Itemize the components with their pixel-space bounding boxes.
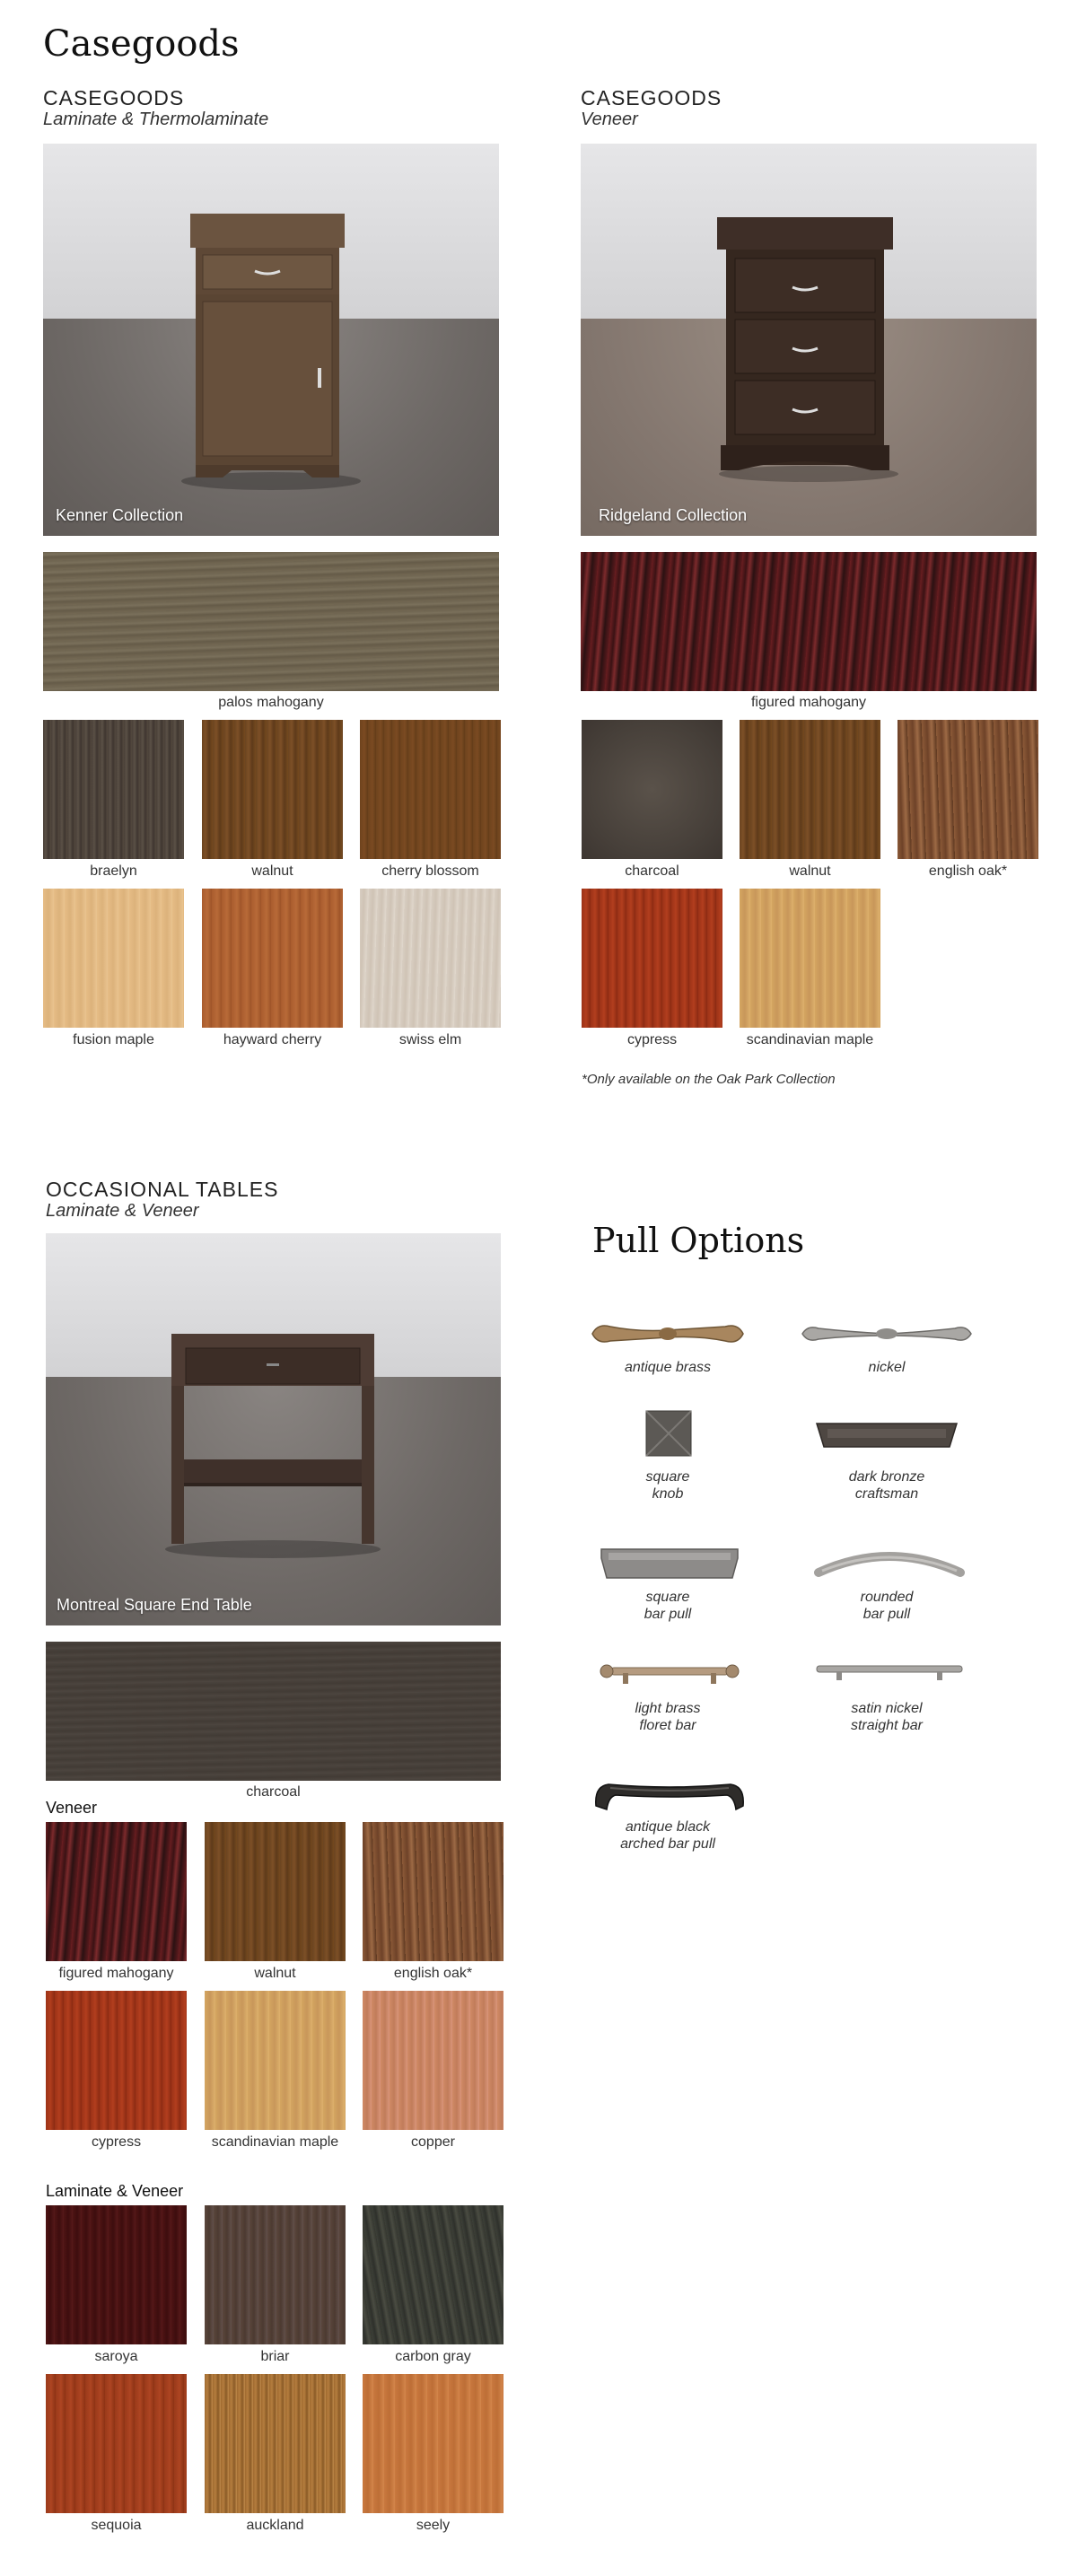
swatch-figured-mahogany [581,552,1037,691]
pull-label-line: bar pull [644,1607,692,1622]
swatch-label: english oak* [393,1966,473,1981]
pull-label [797,1700,976,1734]
pull-label [587,1589,749,1623]
swatch-sequoia [46,2374,187,2513]
swatch-label: seely [416,2518,451,2533]
swatch-briar [205,2205,346,2344]
occasional-caption: OCCASIONAL TABLES [46,1178,279,1201]
pull-options-title: Pull Options [592,1221,805,1260]
square-knob-icon [644,1409,693,1458]
antique-brass-pull-icon [587,1316,749,1352]
pull-label-line: arched bar pull [620,1836,715,1852]
pull-label-line: dark bronze [848,1469,925,1485]
swatch-walnut [202,720,343,859]
pull-label [797,1468,976,1503]
pull-label-line: square [645,1469,690,1485]
ridgeland-collection-photo [581,144,1037,536]
pull-label-line: floret bar [639,1718,696,1733]
swatch-label: charcoal [246,1784,301,1800]
pull-label-line: satin nickel [851,1701,923,1716]
swatch-walnut [205,1822,346,1961]
swatch-label: sequoia [91,2518,142,2533]
swatch-fusion-maple [43,889,184,1028]
swatch-charcoal [46,1642,501,1781]
laminate-caption: CASEGOODS [43,86,185,110]
pull-label-line: craftsman [854,1486,919,1502]
swatch-cypress [46,1991,187,2130]
dark-bronze-craftsman-pull-icon [815,1420,959,1450]
pull-label [797,1589,976,1623]
swatch-label: walnut [789,863,831,879]
montreal-end-table-label: Montreal Square End Table [57,1596,252,1614]
square-bar-pull-icon [598,1544,741,1583]
ridgeland-collection-label: Ridgeland Collection [599,506,748,524]
veneer-subcaption: Veneer [581,110,638,129]
swatch-label: figured mahogany [58,1966,174,1981]
pull-label [797,1359,976,1376]
page-title: Casegoods [43,23,240,65]
swatch-braelyn [43,720,184,859]
montreal-end-table-photo [46,1233,501,1625]
swatch-scandinavian-maple [740,889,880,1028]
swatch-label: walnut [251,863,293,879]
nickel-pull-icon [797,1318,976,1350]
swatch-label: cherry blossom [381,863,479,879]
swatch-copper [363,1991,503,2130]
swatch-label: scandinavian maple [211,2134,339,2150]
light-brass-floret-bar-icon [598,1657,741,1687]
swatch-scandinavian-maple [205,1991,346,2130]
pull-label [587,1700,749,1734]
swatch-label: palos mahogany [218,695,324,710]
antique-black-arched-bar-pull-icon [591,1779,749,1815]
swatch-label: auckland [246,2518,304,2533]
swatch-cherry-blossom [360,720,501,859]
swatch-label: copper [411,2134,455,2150]
swatch-label: briar [260,2349,290,2364]
swatch-label: scandinavian maple [746,1032,874,1047]
satin-nickel-straight-bar-icon [813,1660,966,1684]
swatch-label: carbon gray [395,2349,471,2364]
pull-label-line: antique brass [624,1360,712,1375]
swatch-english-oak [898,720,1038,859]
swatch-label: english oak* [928,863,1008,879]
swatch-label: swiss elm [398,1032,462,1047]
nightstand-illustration [581,144,1037,536]
veneer-caption: CASEGOODS [581,86,722,110]
swatch-label: hayward cherry [223,1032,322,1047]
pull-label [587,1468,749,1503]
pull-label-line: square [645,1590,690,1605]
pull-label-line: light brass [635,1701,701,1716]
rounded-bar-pull-icon [813,1546,966,1578]
veneer-group-heading: Veneer [46,1799,98,1817]
pull-label-line: nickel [868,1360,906,1375]
swatch-figured-mahogany [46,1822,187,1961]
pull-label [587,1359,749,1376]
pull-label-line: antique black [625,1819,711,1835]
swatch-hayward-cherry [202,889,343,1028]
swatch-label: cypress [626,1032,678,1047]
end-table-illustration [46,1233,501,1625]
nightstand-illustration [43,144,499,536]
swatch-walnut [740,720,880,859]
swatch-label: cypress [91,2134,142,2150]
swatch-swiss-elm [360,889,501,1028]
oak-park-footnote: *Only available on the Oak Park Collection [582,1072,836,1087]
swatch-charcoal [582,720,722,859]
swatch-label: fusion maple [73,1032,154,1047]
swatch-english-oak [363,1822,503,1961]
occasional-subcaption: Laminate & Veneer [46,1201,199,1221]
swatch-saroya [46,2205,187,2344]
swatch-label: saroya [94,2349,138,2364]
kenner-collection-label: Kenner Collection [56,506,184,524]
swatch-cypress [582,889,722,1028]
swatch-palos-mahogany [43,552,499,691]
swatch-label: braelyn [90,863,137,879]
pull-label-line: bar pull [862,1607,911,1622]
swatch-auckland [205,2374,346,2513]
swatch-label: charcoal [625,863,679,879]
swatch-carbon-gray [363,2205,503,2344]
swatch-label: figured mahogany [750,695,867,710]
laminate-subcaption: Laminate & Thermolaminate [43,110,269,129]
pull-label-line: rounded [860,1590,914,1605]
laminate-veneer-group-heading: Laminate & Veneer [46,2182,184,2200]
swatch-seely [363,2374,503,2513]
pull-label-line: knob [652,1486,684,1502]
swatch-label: walnut [254,1966,296,1981]
kenner-collection-photo [43,144,499,536]
pull-label [587,1818,749,1853]
pull-label-line: straight bar [850,1718,924,1733]
